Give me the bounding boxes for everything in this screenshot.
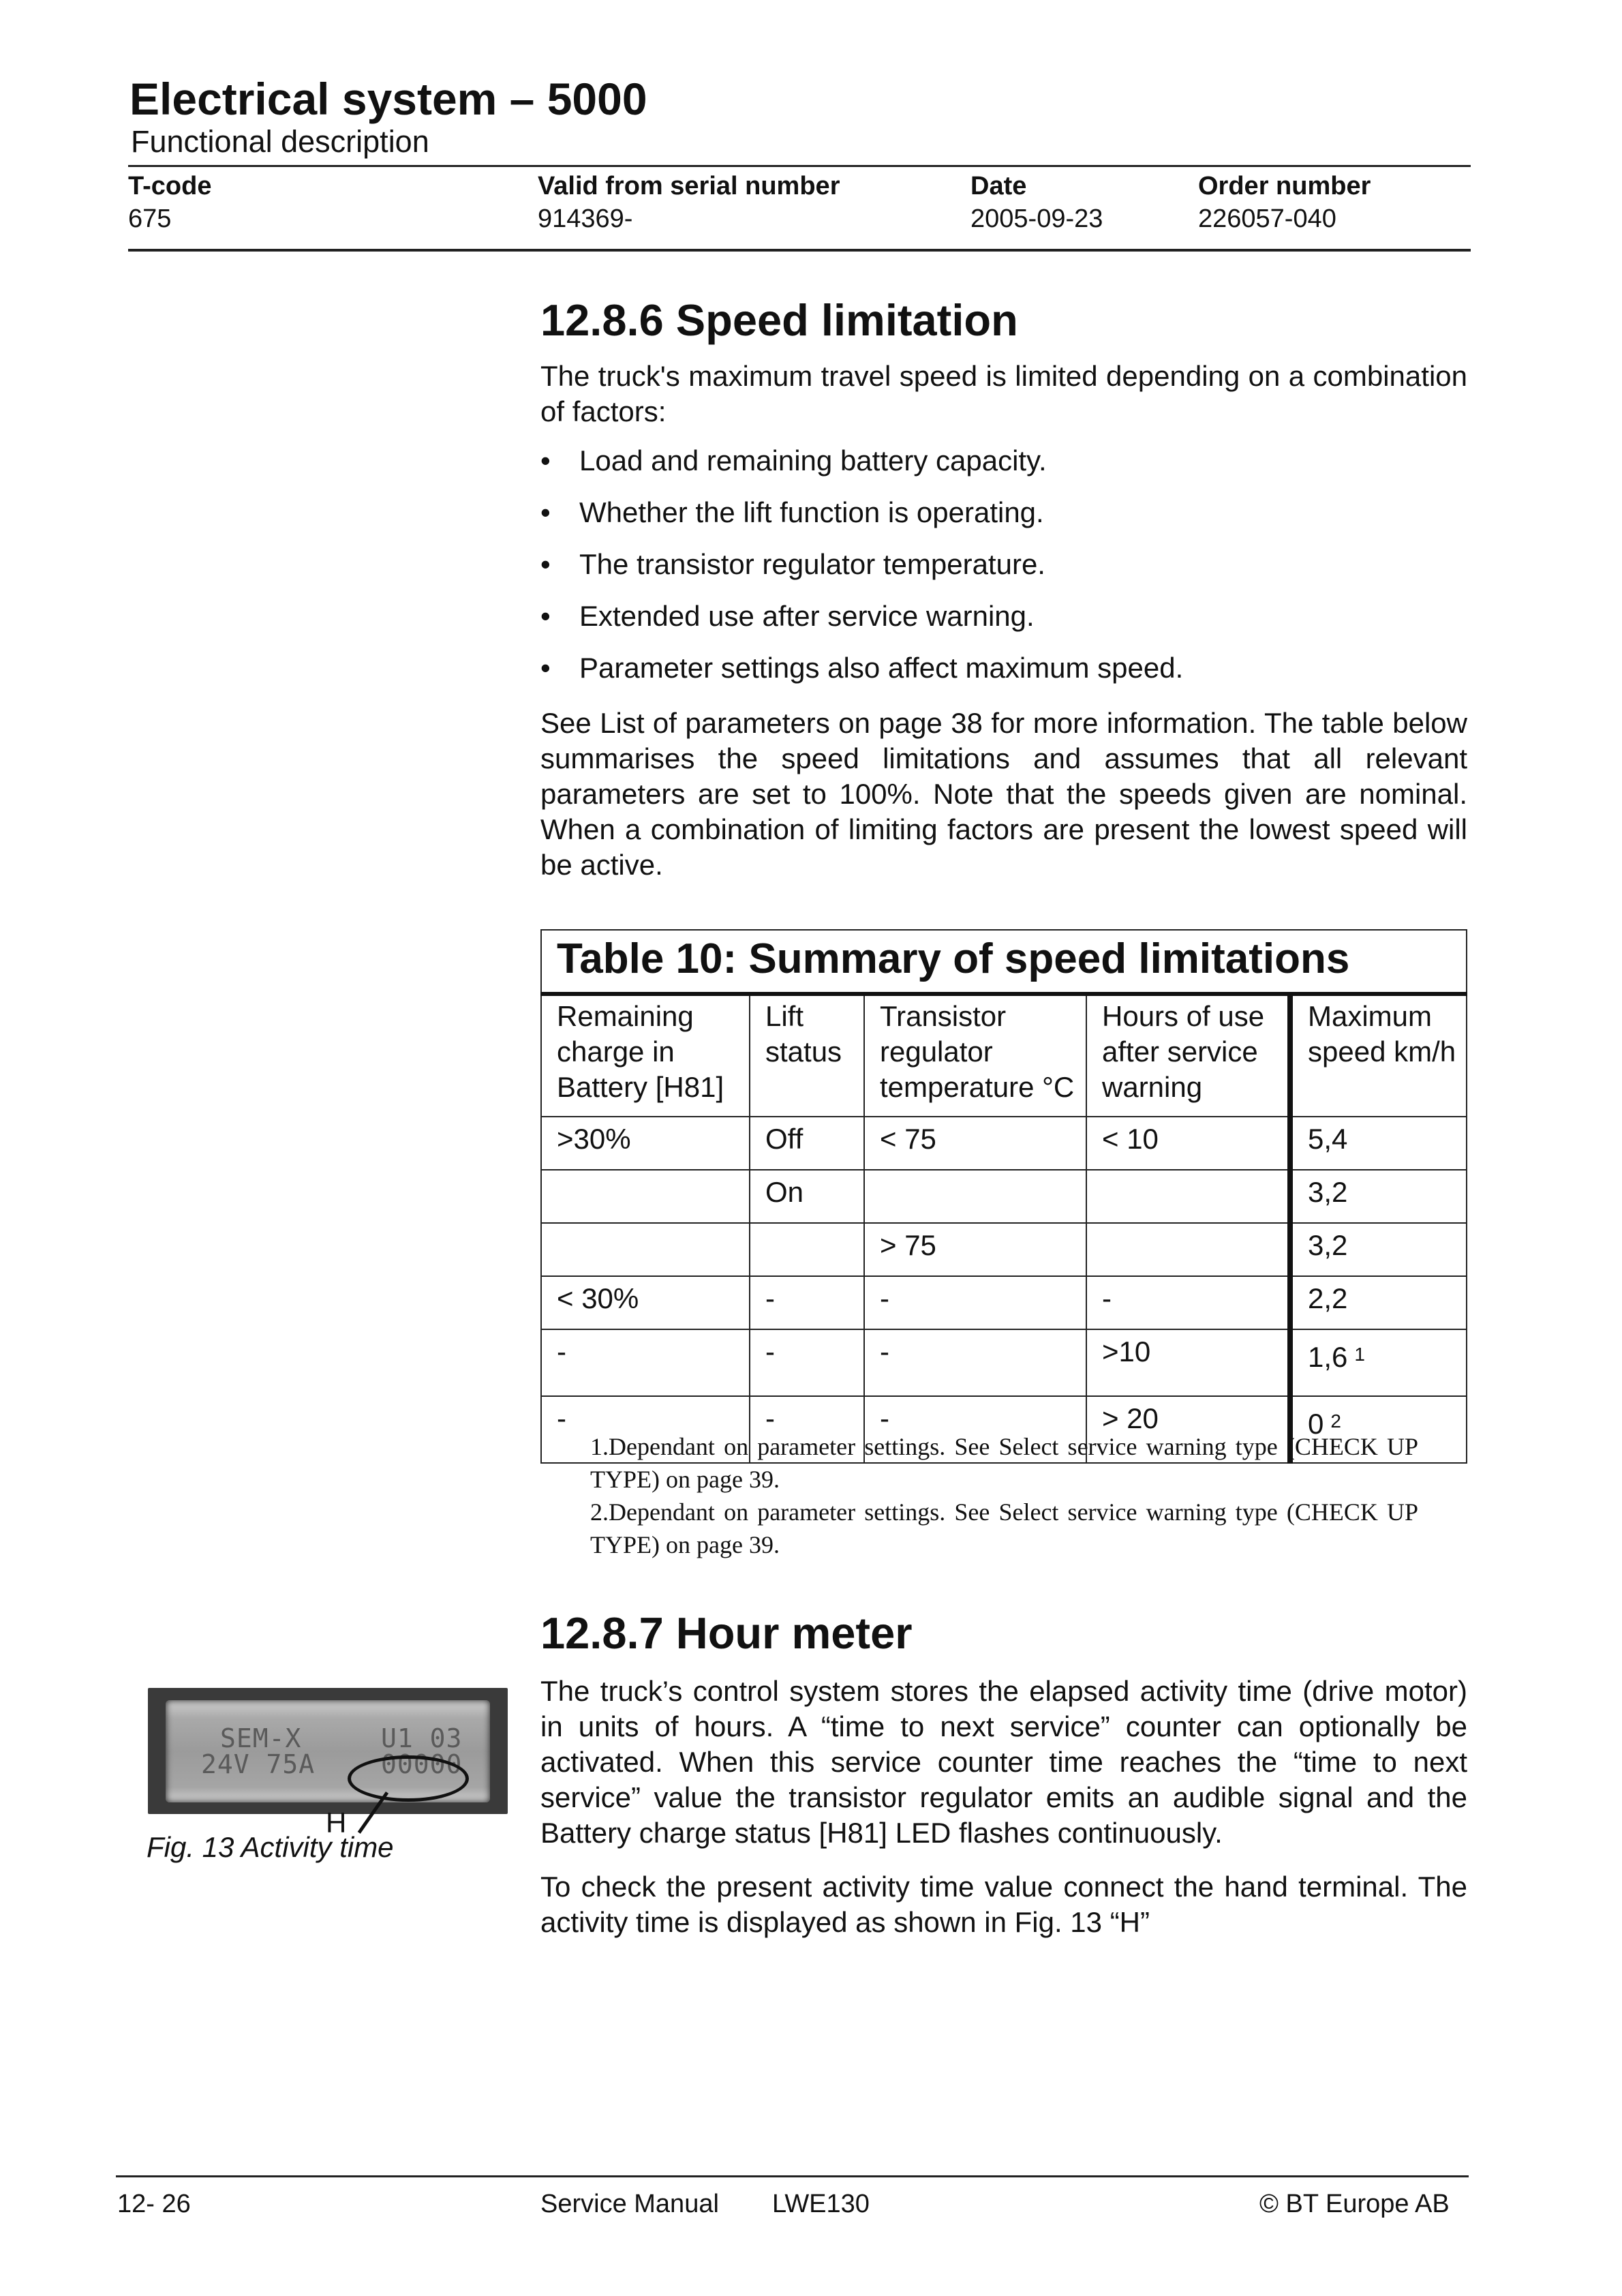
cell-charge: >30% — [541, 1117, 750, 1170]
table-caption: Table 10: Summary of speed limitations — [541, 930, 1467, 994]
meta-value-date: 2005-09-23 — [970, 205, 1103, 233]
cell-speed: 2,2 — [1290, 1276, 1467, 1329]
meta-label-date: Date — [970, 172, 1027, 200]
cell-lift: - — [750, 1329, 864, 1396]
cell-charge: - — [541, 1329, 750, 1396]
cell-charge — [541, 1223, 750, 1276]
cell-charge: - — [541, 1396, 750, 1463]
lcd-rating-text: 24V 75A — [201, 1749, 316, 1779]
lcd-version-text: U1 03 — [381, 1723, 463, 1753]
cell-speed: 5,4 — [1290, 1117, 1467, 1170]
speed-factors-list — [540, 443, 1467, 702]
meta-label-tcode: T-code — [128, 172, 212, 200]
hand-terminal-lcd-figure — [148, 1688, 508, 1814]
header-top-rule — [128, 165, 1471, 167]
table-row — [541, 1276, 1467, 1329]
cell-temp: - — [864, 1329, 1086, 1396]
meta-label-order: Order number — [1198, 172, 1371, 200]
speed-intro-paragraph: The truck's maximum travel speed is limited depending on a combination of factors: — [540, 360, 1467, 427]
column-header-speed: Maximum speed km/h — [1290, 994, 1467, 1117]
cell-lift: On — [750, 1170, 864, 1223]
bullet-icon: • — [540, 652, 551, 684]
cell-lift: Off — [750, 1117, 864, 1170]
document-title: Electrical system – 5000 — [129, 74, 647, 124]
cell-speed: 3,2 — [1290, 1223, 1467, 1276]
cell-hours: < 10 — [1086, 1117, 1290, 1170]
speed-summary-paragraph: See List of parameters on page 38 for more information. The table below summarises the speed limitations and assumes that all relevant parameters are set to 100%. Note that the speeds given are nominal. When a combination of limiting factors are present the lowest speed will be active. — [540, 707, 1467, 881]
list-item: • Whether the lift function is operating. — [540, 495, 1467, 547]
cell-lift: - — [750, 1396, 864, 1463]
footer-rule — [116, 2175, 1469, 2177]
footnote-ref[interactable]: 2 — [1330, 1410, 1341, 1432]
table-row — [541, 1117, 1467, 1170]
cell-temp: - — [864, 1396, 1086, 1463]
cell-hours — [1086, 1170, 1290, 1223]
meta-value-serial: 914369- — [538, 205, 633, 233]
activity-time-highlight-ellipse — [348, 1755, 469, 1802]
footnote-1: 1.Dependant on parameter settings. See Select service warning type (CHECK UP TYPE) on page 39. — [590, 1433, 1418, 1493]
footer-manual-title: Service Manual — [540, 2190, 719, 2218]
cell-speed: 1,6 $^1$ — [1290, 1329, 1467, 1396]
column-header-lift: Lift status — [750, 994, 864, 1117]
footnote-ref[interactable]: 1 — [1354, 1344, 1365, 1365]
table-row — [541, 1223, 1467, 1276]
cell-hours: >10 — [1086, 1329, 1290, 1396]
cell-charge: < 30% — [541, 1276, 750, 1329]
bullet-icon: • — [540, 444, 551, 477]
cell-speed: 3,2 — [1290, 1170, 1467, 1223]
lcd-activity-time-value: 00000 — [381, 1749, 463, 1779]
speed-limitations-table — [540, 929, 1467, 1464]
callout-label-h: H — [326, 1807, 347, 1839]
meta-value-tcode: 675 — [128, 205, 172, 233]
meta-value-order: 226057-040 — [1198, 205, 1336, 233]
hour-meter-paragraph-2: To check the present activity time value connect the hand terminal. The activity time is displayed as shown in Fig. 13 “H” — [540, 1871, 1467, 1938]
table-row — [541, 1170, 1467, 1223]
column-header-charge: Remaining charge in Battery [H81] — [541, 994, 750, 1117]
bullet-icon: • — [540, 548, 551, 580]
list-item: • Extended use after service warning. — [540, 599, 1467, 650]
meta-label-serial: Valid from serial number — [538, 172, 840, 200]
cell-temp — [864, 1170, 1086, 1223]
section-heading-speed-limitation: 12.8.6 Speed limitation — [540, 295, 1018, 345]
bullet-icon: • — [540, 600, 551, 632]
footer-page-number: 12- 26 — [117, 2190, 191, 2218]
document-subtitle: Functional description — [131, 124, 429, 159]
footer-copyright: © BT Europe AB — [1259, 2190, 1450, 2218]
cell-temp: - — [864, 1276, 1086, 1329]
cell-charge — [541, 1170, 750, 1223]
cell-speed: 0 $^2$ — [1290, 1396, 1467, 1463]
hour-meter-paragraph-1: The truck’s control system stores the elapsed activity time (drive motor) in units of hours. A “time to next service” counter can optionally be activated. When this service counter time reaches the “time to next service” value the transistor regulator emits an audible signal and the Battery charge status [H81] LED flashes continuously. — [540, 1675, 1467, 1849]
cell-temp: < 75 — [864, 1117, 1086, 1170]
cell-lift — [750, 1223, 864, 1276]
cell-hours: > 20 — [1086, 1396, 1290, 1463]
bullet-icon: • — [540, 496, 551, 528]
figure-caption: Fig. 13 Activity time — [147, 1831, 394, 1863]
lcd-model-text: SEM-X — [220, 1723, 302, 1753]
list-item: • The transistor regulator temperature. — [540, 547, 1467, 599]
table-header-row — [541, 994, 1467, 1117]
cell-temp: > 75 — [864, 1223, 1086, 1276]
cell-hours: - — [1086, 1276, 1290, 1329]
column-header-temperature: Transistor regulator temperature °C — [864, 994, 1086, 1117]
section-heading-hour-meter: 12.8.7 Hour meter — [540, 1608, 913, 1658]
list-item: • Parameter settings also affect maximum speed. — [540, 650, 1467, 702]
cell-hours — [1086, 1223, 1290, 1276]
cell-lift: - — [750, 1276, 864, 1329]
footer-model: LWE130 — [772, 2190, 870, 2218]
list-item: • Load and remaining battery capacity. — [540, 443, 1467, 495]
table-row — [541, 1329, 1467, 1396]
footnote-2: 2.Dependant on parameter settings. See Select service warning type (CHECK UP TYPE) on page 39. — [590, 1498, 1418, 1558]
column-header-hours: Hours of use after service warning — [1086, 994, 1290, 1117]
header-bottom-rule — [128, 249, 1471, 252]
